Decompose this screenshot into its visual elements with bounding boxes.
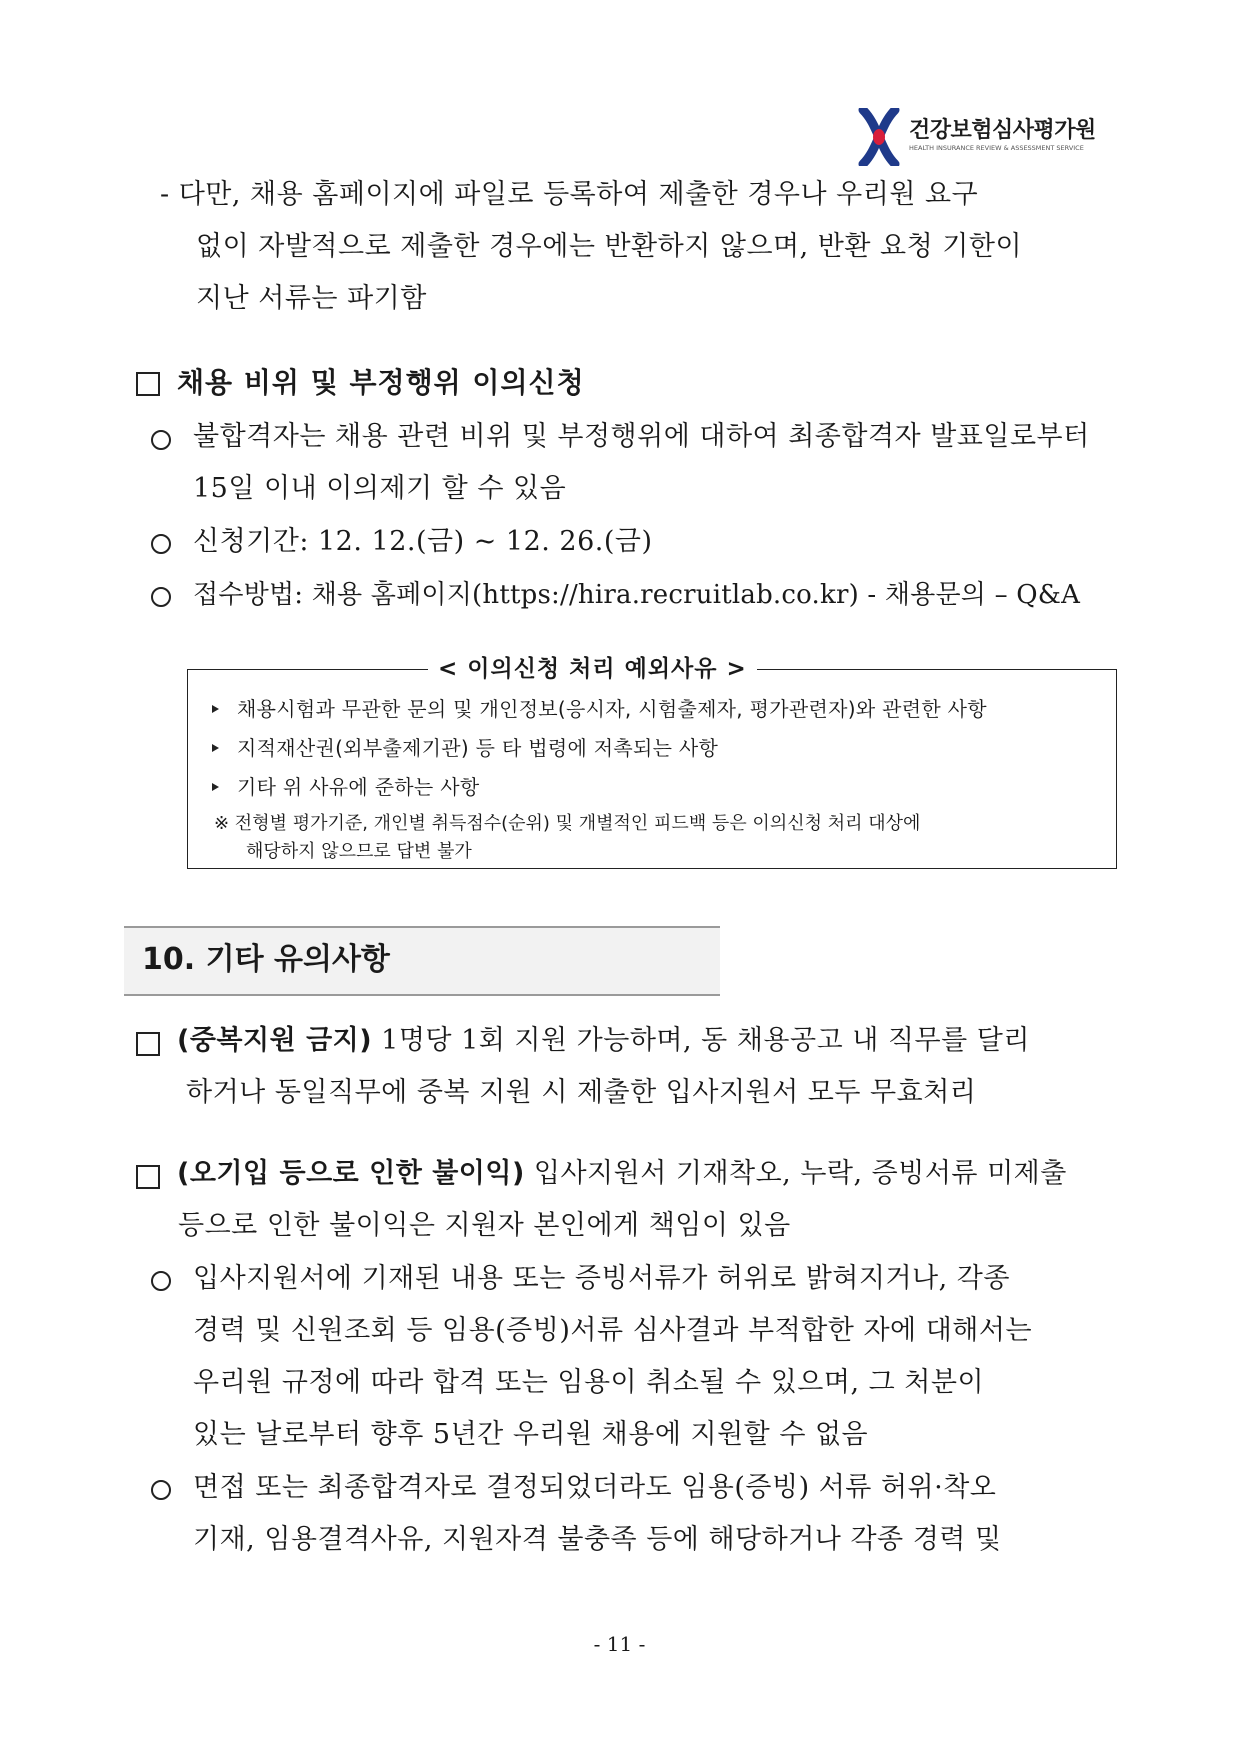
circle-bullet-icon [151,534,171,554]
exception-item-3: 기타 위 사유에 준하는 사항 [237,775,480,799]
error-sub1-line-3: 우리원 규정에 따라 합격 또는 임용이 취소될 수 있으며, 그 처분이 [193,1367,985,1398]
dup-label: (중복지원 금지) [177,1025,373,1056]
dup-line-1 [177,1024,1030,1058]
logo-subtitle: HEALTH INSURANCE REVIEW & ASSESSMENT SERVICE [909,144,1084,152]
error-sub1-line-1: 입사지원서에 기재된 내용 또는 증빙서류가 허위로 밝혀지거나, 각종 [193,1263,1010,1294]
circle-bullet-icon [151,587,171,607]
exception-note-line-2: 해당하지 않으므로 답변 불가 [246,841,472,862]
triangle-bullet-icon [212,705,219,713]
hira-logo [857,108,1097,166]
logo-name: 건강보험심사평가원 [909,118,1096,143]
triangle-bullet-icon [212,744,219,752]
error-label: (오기입 등으로 인한 불이익) [177,1158,525,1189]
triangle-bullet-icon [212,783,219,791]
dup-text-1: 1명당 1회 지원 가능하며, 동 채용공고 내 직무를 달리 [372,1025,1030,1056]
page-number: - 11 - [593,1632,646,1656]
section-10-header [124,926,720,996]
objection-item-2: 신청기간: 12. 12.(금) ~ 12. 26.(금) [193,526,653,557]
section-10-title: 10. 기타 유의사항 [142,942,390,977]
exceptions-title: < 이의신청 처리 예외사유 > [428,653,757,685]
objection-item-1-line-1: 불합격자는 채용 관련 비위 및 부정행위에 대하여 최종합격자 발표일로부터 [193,421,1090,452]
intro-line-2: 없이 자발적으로 제출한 경우에는 반환하지 않으며, 반환 요청 기한이 [196,231,1023,262]
error-sub2-line-2: 기재, 임용결격사유, 지원자격 불충족 등에 해당하거나 각종 경력 및 [193,1524,1002,1555]
checkbox-square-icon [136,372,160,396]
exception-item-1: 채용시험과 무관한 문의 및 개인정보(응시자, 시험출제자, 평가관련자)와 관련한 사항 [237,697,987,721]
error-sub2-line-1: 면접 또는 최종합격자로 결정되었더라도 임용(증빙) 서류 허위·착오 [193,1472,997,1503]
objection-item-3: 접수방법: 채용 홈페이지(https://hira.recruitlab.co.kr) - 채용문의 – Q&A [193,580,1081,610]
error-line-2: 등으로 인한 불이익은 지원자 본인에게 책임이 있음 [178,1210,791,1241]
circle-bullet-icon [151,1480,171,1500]
error-text-1: 입사지원서 기재착오, 누락, 증빙서류 미제출 [524,1158,1067,1189]
circle-bullet-icon [151,430,171,450]
error-sub1-line-2: 경력 및 신원조회 등 임용(증빙)서류 심사결과 부적합한 자에 대해서는 [193,1315,1033,1346]
checkbox-square-icon [136,1165,160,1189]
error-sub1-line-4: 있는 날로부터 향후 5년간 우리원 채용에 지원할 수 없음 [193,1419,869,1450]
circle-bullet-icon [151,1271,171,1291]
exception-item-2: 지적재산권(외부출제기관) 등 타 법령에 저촉되는 사항 [237,736,719,760]
exception-note-line-1: ※ 전형별 평가기준, 개인별 취득점수(순위) 및 개별적인 피드백 등은 이의신청 처리 대상에 [214,813,921,834]
hira-logo-icon [857,108,901,166]
objection-heading: 채용 비위 및 부정행위 이의신청 [177,366,585,399]
intro-line-3: 지난 서류는 파기함 [196,283,427,314]
dup-line-2: 하거나 동일직무에 중복 지원 시 제출한 입사지원서 모두 무효처리 [186,1077,977,1108]
error-line-1 [177,1157,1067,1191]
intro-line-1: - 다만, 채용 홈페이지에 파일로 등록하여 제출한 경우나 우리원 요구 [160,179,979,210]
objection-item-1-line-2: 15일 이내 이의제기 할 수 있음 [193,473,567,504]
checkbox-square-icon [136,1032,160,1056]
